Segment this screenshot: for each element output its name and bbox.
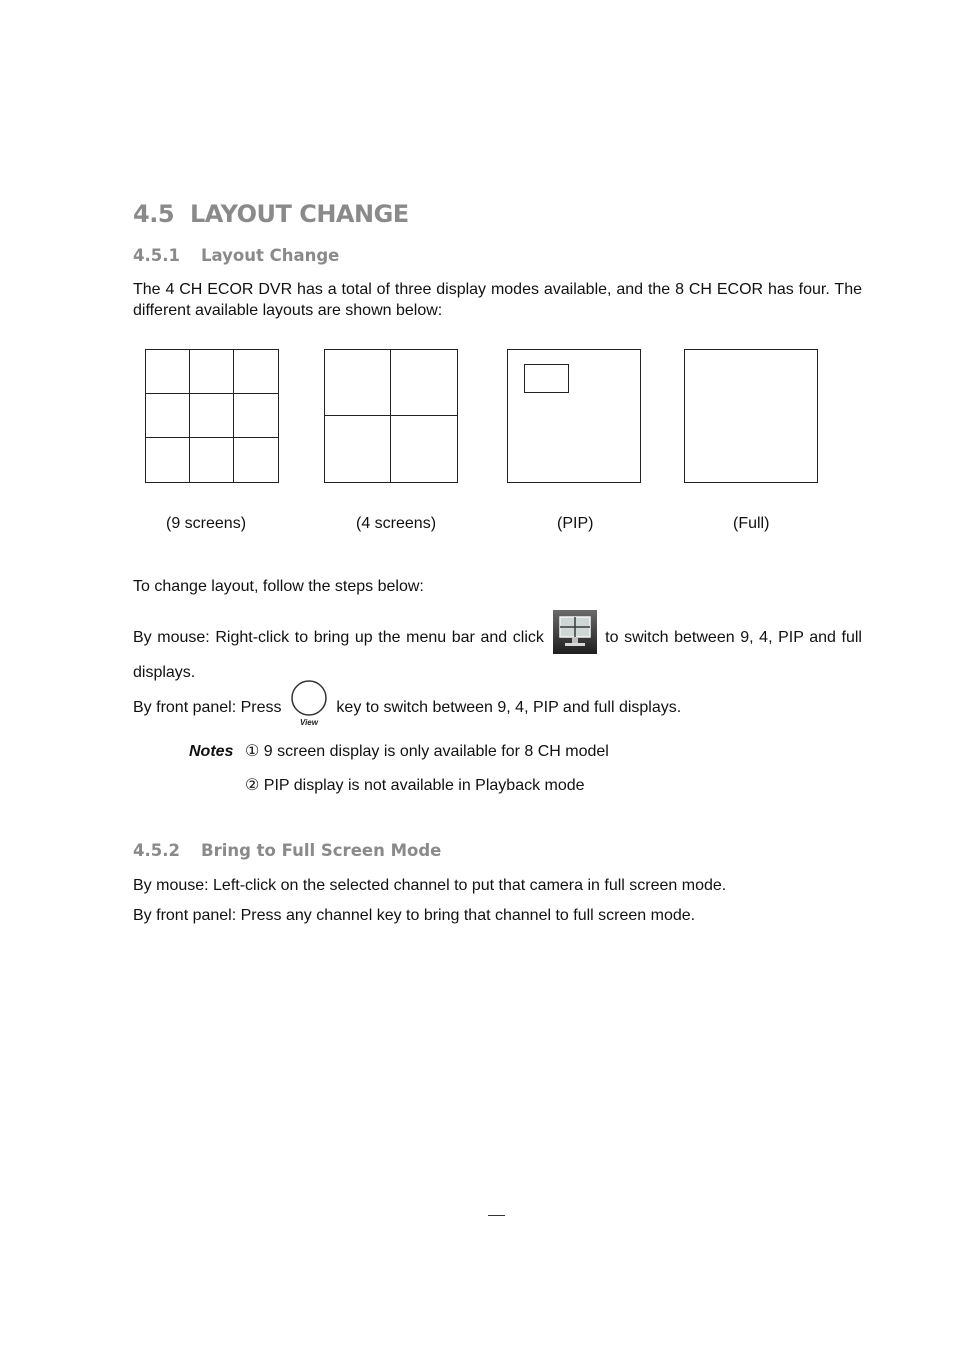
subsection-number-2: 4.5.2: [133, 841, 180, 860]
subsection-heading-2: [133, 841, 441, 860]
note-marker-2: ②: [245, 777, 260, 794]
view-key-icon: [289, 680, 329, 728]
caption-9-screens: (9 screens): [166, 515, 247, 532]
mouse-step-paragraph: [133, 616, 862, 686]
panel-step-paragraph: [133, 684, 681, 732]
section-title: LAYOUT CHANGE: [190, 200, 409, 228]
caption-full: (Full): [733, 515, 770, 532]
note-item-2: [245, 775, 585, 796]
intro-paragraph: The 4 CH ECOR DVR has a total of three display modes available, and the 8 CH ECOR has four. The different available layouts are shown below:: [133, 281, 862, 319]
steps-intro: To change layout, follow the steps below:: [133, 578, 424, 595]
full-screen-panel: By front panel: Press any channel key to bring that channel to full screen mode.: [133, 907, 696, 924]
notes-label: Notes: [189, 743, 234, 760]
note-marker-1: ①: [245, 743, 260, 760]
page-footer-line: [488, 1215, 505, 1216]
section-heading: [133, 200, 409, 228]
layout-full-diagram: [684, 349, 818, 483]
subsection-title-2: Bring to Full Screen Mode: [201, 841, 442, 860]
subsection-heading-1: [133, 246, 339, 265]
mouse-step-text-before: By mouse: Right-click to bring up the menu bar and click: [133, 629, 544, 647]
panel-step-text-after: key to switch between 9, 4, PIP and full displays.: [336, 699, 682, 717]
caption-pip: (PIP): [557, 515, 594, 532]
layout-button-icon: [553, 610, 597, 654]
layout-4-screens-diagram: [324, 349, 458, 483]
subsection-title-1: Layout Change: [201, 246, 340, 265]
note-text-1: 9 screen display is only available for 8 CH model: [263, 743, 609, 760]
layout-9-screens-diagram: [145, 349, 279, 483]
subsection-number-1: 4.5.1: [133, 246, 180, 265]
pip-inset-window: [524, 364, 569, 393]
layout-pip-diagram: [507, 349, 641, 483]
mouse-step-text-after: to switch between 9, 4, PIP and full displays.: [133, 629, 862, 681]
caption-4-screens: (4 screens): [356, 515, 437, 532]
note-item-1: [245, 741, 609, 762]
view-key-label: View: [300, 718, 318, 727]
panel-step-text-before: By front panel: Press: [133, 699, 282, 717]
note-text-2: PIP display is not available in Playback mode: [263, 777, 585, 794]
section-number: 4.5: [133, 200, 175, 228]
full-screen-mouse: By mouse: Left-click on the selected channel to put that camera in full screen mode.: [133, 877, 727, 894]
